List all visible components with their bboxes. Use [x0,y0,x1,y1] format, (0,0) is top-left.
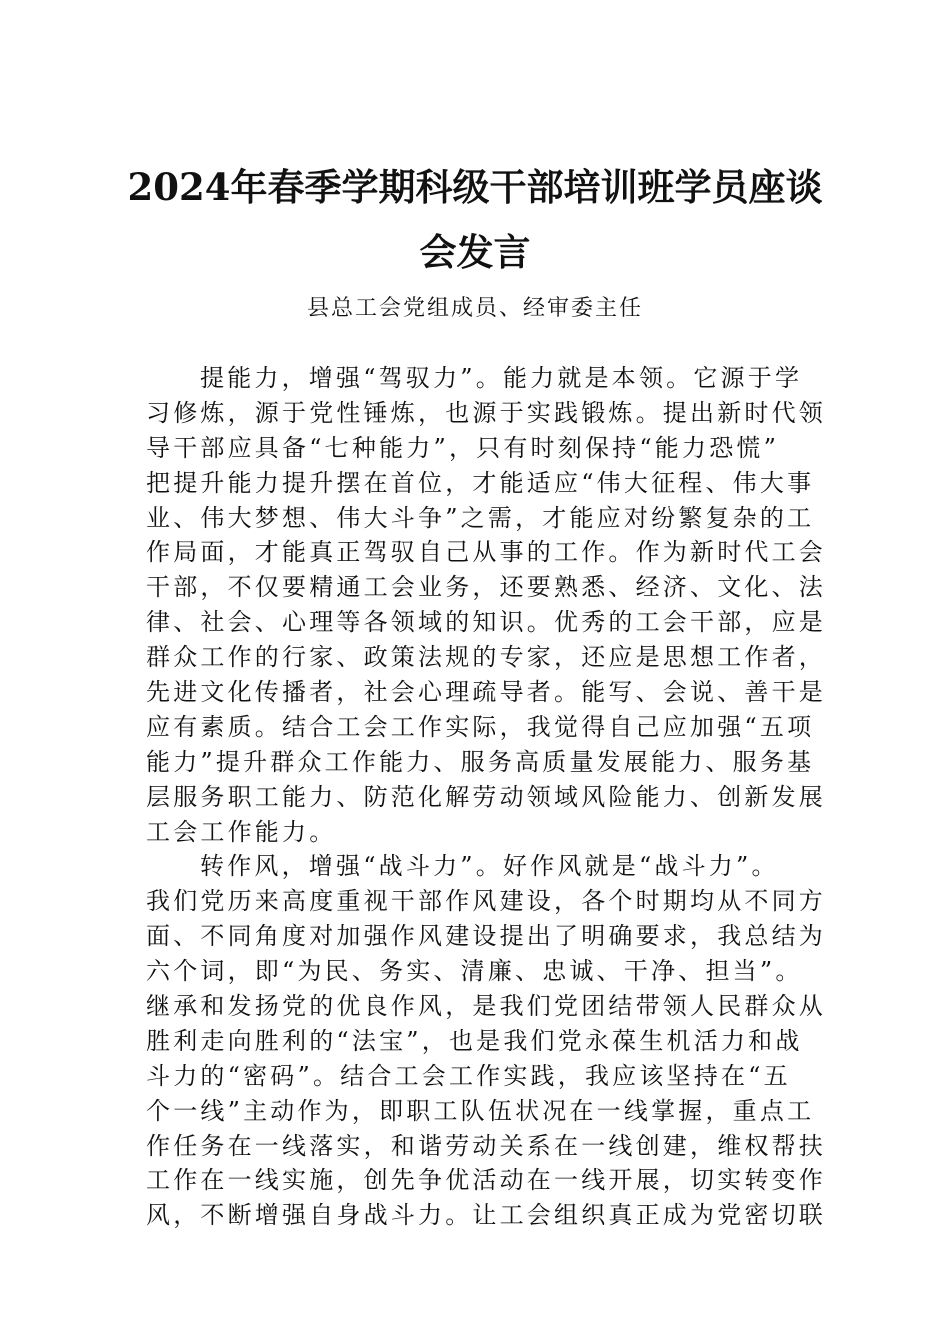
body-line: 先进文化传播者，社会心理疏导者。能写、会说、善干是 [146,678,826,707]
document-title-line-1: 2024年春季学期科级干部培训班学员座谈 [127,165,823,209]
body-line: 业、伟大梦想、伟大斗争”之需，才能应对纷繁复杂的工 [146,503,815,532]
body-line: 风，不断增强自身战斗力。让工会组织真正成为党密切联 [146,1201,826,1230]
body-line: 工会工作能力。 [146,817,337,846]
body-line: 律、社会、心理等各领域的知识。优秀的工会干部，应是 [146,608,826,637]
body-line: 能力”提升群众工作能力、服务高质量发展能力、服务基 [146,747,815,776]
body-line: 个一线”主动作为，即职工队伍状况在一线掌握，重点工 [146,1096,815,1125]
body-line: 继承和发扬党的优良作风，是我们党团结带领人民群众从 [146,992,826,1021]
body-line: 层服务职工能力、防范化解劳动领域风险能力、创新发展 [146,782,826,811]
body-line: 干部，不仅要精通工会业务，还要熟悉、经济、文化、法 [146,573,826,602]
body-line: 作局面，才能真正驾驭自己从事的工作。作为新时代工会 [146,538,826,567]
body-line: 作任务在一线落实，和谐劳动关系在一线创建，维权帮扶 [146,1131,826,1160]
body-line: 应有素质。结合工会工作实际，我觉得自己应加强“五项 [146,712,815,741]
body-line: 工作在一线实施，创先争优活动在一线开展，切实转变作 [146,1166,826,1195]
author-line: 县总工会党组成员、经审委主任 [306,296,643,321]
body-line: 习修炼，源于党性锤炼，也源于实践锻炼。提出新时代领 [146,398,826,427]
body-line: 群众工作的行家、政策法规的专家，还应是思想工作者， [146,643,826,672]
body-line: 六个词，即“为民、务实、清廉、忠诚、干净、担当”。 [146,957,803,986]
body-line: 胜利走向胜利的“法宝”，也是我们党永葆生机活力和战 [146,1026,803,1055]
body-line: 导干部应具备“七种能力”，只有时刻保持“能力恐慌” [146,433,780,462]
document-body [146,361,826,1233]
body-line: 把提升能力提升摆在首位，才能适应“伟大征程、伟大事 [146,468,815,497]
body-line: 提能力，增强“驾驭力”。能力就是本领。它源于学 [200,364,803,392]
body-line: 斗力的“密码”。结合工会工作实践，我应该坚持在“五 [146,1061,791,1090]
body-line: 我们党历来高度重视干部作风建设，各个时期均从不同方 [146,887,826,916]
document-title-line-2: 会发言 [419,230,531,274]
body-line: 转作风，增强“战斗力”。好作风就是“战斗力”。 [200,852,779,881]
body-line: 面、不同角度对加强作风建设提出了明确要求，我总结为 [146,922,826,951]
